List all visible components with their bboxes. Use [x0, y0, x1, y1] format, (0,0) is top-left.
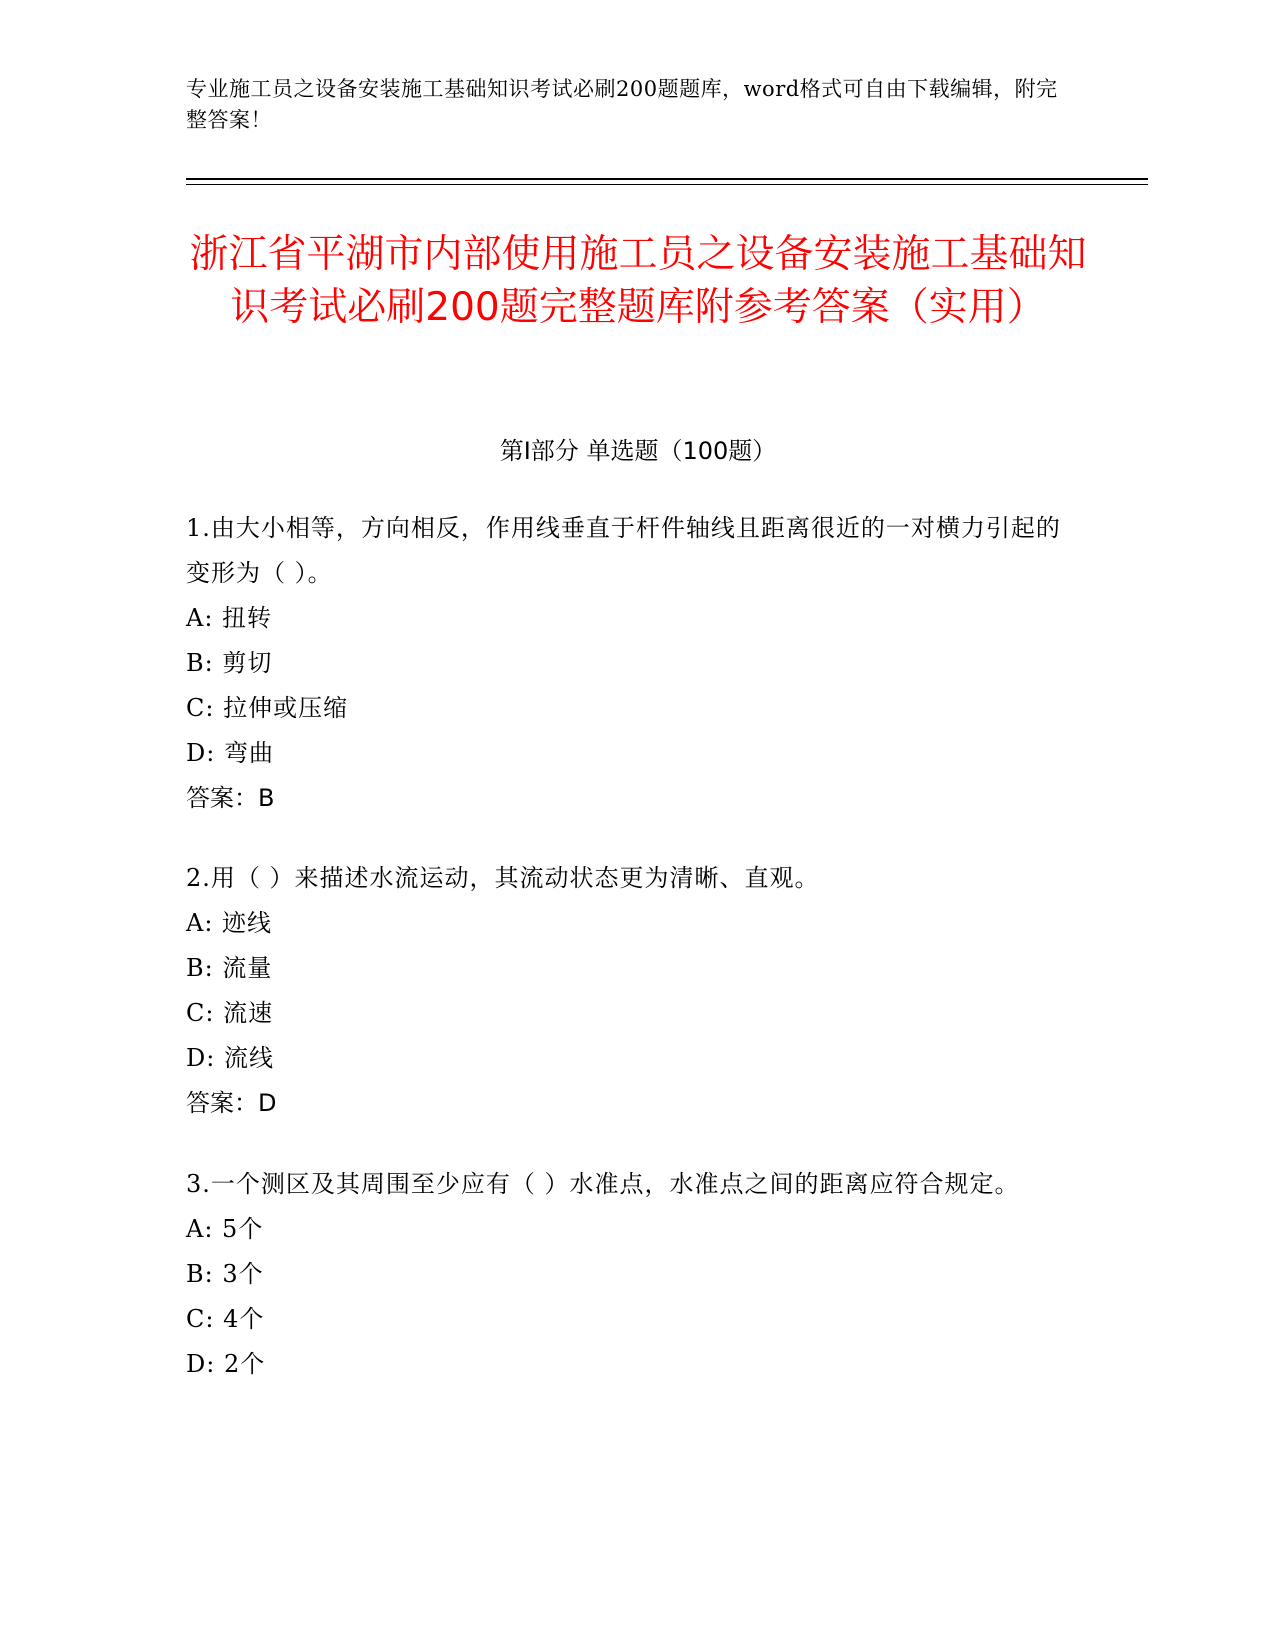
option-b: B: 剪切 [186, 649, 273, 677]
answer: 答案：D [186, 1089, 277, 1117]
option-d: D: 弯曲 [186, 739, 274, 767]
question-3 [186, 1162, 1076, 1387]
header-divider-thin [186, 184, 1148, 185]
question-1 [186, 506, 1076, 821]
document-title: 浙江省平湖市内部使用施工员之设备安装施工基础知识考试必刷200题完整题库附参考答案（实用） [189, 232, 1087, 330]
question-stem: 3.一个测区及其周围至少应有（ ）水准点，水准点之间的距离应符合规定。 [186, 1170, 1020, 1198]
question-stem: 1.由大小相等，方向相反，作用线垂直于杆件轴线且距离很近的一对横力引起的变形为（ ）。 [186, 514, 1061, 587]
option-b: B: 3个 [186, 1260, 264, 1288]
question-2 [186, 856, 1076, 1126]
option-c: C: 拉伸或压缩 [186, 694, 349, 722]
header-note: 专业施工员之设备安装施工基础知识考试必刷200题题库，word格式可自由下载编辑，附完整答案！ [186, 77, 1058, 132]
option-d: D: 2个 [186, 1350, 266, 1378]
header-divider-thick [186, 178, 1148, 180]
option-a: A: 迹线 [186, 909, 273, 937]
option-b: B: 流量 [186, 954, 273, 982]
answer: 答案：B [186, 784, 275, 812]
section-title: 第Ⅰ部分 单选题（100题） [499, 437, 777, 465]
option-c: C: 4个 [186, 1305, 265, 1333]
option-c: C: 流速 [186, 999, 274, 1027]
option-a: A: 扭转 [186, 604, 273, 632]
option-d: D: 流线 [186, 1044, 274, 1072]
question-stem: 2.用（ ）来描述水流运动，其流动状态更为清晰、直观。 [186, 864, 820, 892]
option-a: A: 5个 [186, 1215, 264, 1243]
